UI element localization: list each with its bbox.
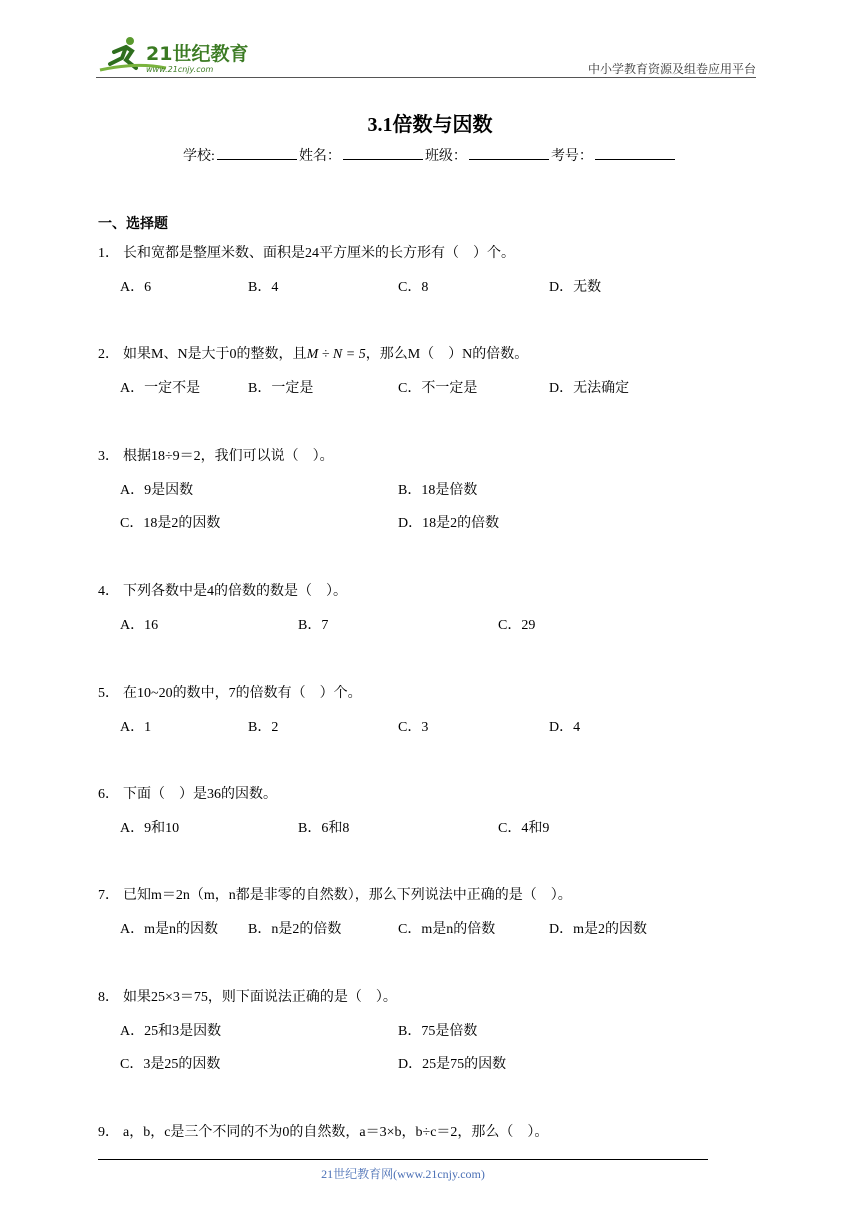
footer-divider bbox=[98, 1159, 708, 1160]
option[interactable]: B．7 bbox=[298, 618, 329, 633]
option[interactable]: D．无法确定 bbox=[549, 381, 630, 396]
option[interactable]: B．一定是 bbox=[248, 381, 314, 396]
class-field[interactable] bbox=[469, 146, 549, 160]
option[interactable]: A．9是因数 bbox=[120, 483, 194, 498]
option[interactable]: D．m是2的因数 bbox=[549, 922, 647, 937]
option[interactable]: B．18是倍数 bbox=[398, 483, 478, 498]
option[interactable]: C．不一定是 bbox=[398, 381, 478, 396]
svg-text:21世纪教育: 21世纪教育 bbox=[146, 43, 249, 65]
question-8: 8． 如果25×3＝75，则下面说法正确的是（ ）。 bbox=[98, 990, 397, 1005]
formula: M ÷ N = 5 bbox=[306, 347, 366, 362]
header-divider bbox=[96, 77, 756, 78]
question-6: 6． 下面（ ）是36的因数。 bbox=[98, 787, 277, 802]
logo bbox=[96, 32, 266, 76]
school-field[interactable] bbox=[217, 146, 297, 160]
question-4: 4． 下列各数中是4的倍数的数是（ ）。 bbox=[98, 584, 347, 599]
option[interactable]: D．无数 bbox=[549, 280, 602, 295]
option[interactable]: A．一定不是 bbox=[120, 381, 201, 396]
page-title: 3.1倍数与因数 bbox=[367, 114, 493, 136]
page-header bbox=[96, 32, 756, 78]
option[interactable]: C．4和9 bbox=[498, 821, 550, 836]
option[interactable]: A．9和10 bbox=[120, 821, 180, 836]
option[interactable]: A．1 bbox=[120, 720, 152, 735]
section-title: 一、选择题 bbox=[98, 216, 168, 232]
option[interactable]: C．29 bbox=[498, 618, 536, 633]
option[interactable]: D．18是2的倍数 bbox=[398, 516, 500, 531]
exam-no-field[interactable] bbox=[595, 146, 675, 160]
option[interactable]: A．25和3是因数 bbox=[120, 1024, 222, 1039]
class-label: 班级： bbox=[424, 149, 467, 164]
option[interactable]: D．25是75的因数 bbox=[398, 1057, 507, 1072]
option[interactable]: B．4 bbox=[248, 280, 279, 295]
option[interactable]: D．4 bbox=[549, 720, 581, 735]
option[interactable]: C．8 bbox=[398, 280, 429, 295]
footer-text[interactable]: 21世纪教育网(www.21cnjy.com) bbox=[321, 1167, 485, 1181]
question-2: 2． 如果M、N是大于0的整数，且M ÷ N = 5，那么M（ ）N的倍数。 bbox=[98, 347, 529, 362]
option[interactable]: C．18是2的因数 bbox=[120, 516, 221, 531]
name-label: 姓名： bbox=[298, 149, 341, 164]
option[interactable]: C．3 bbox=[398, 720, 429, 735]
student-info-line bbox=[0, 145, 860, 165]
exam-no-label: 考号： bbox=[550, 149, 593, 164]
option[interactable]: B．n是2的倍数 bbox=[248, 922, 342, 937]
option[interactable]: B．2 bbox=[248, 720, 279, 735]
option[interactable]: B．6和8 bbox=[298, 821, 350, 836]
question-1: 1． 长和宽都是整厘米数、面积是24平方厘米的长方形有（ ）个。 bbox=[98, 246, 515, 261]
question-7: 7． 已知m＝2n（m，n都是非零的自然数），那么下列说法中正确的是（ ）。 bbox=[98, 888, 572, 903]
platform-name: 中小学教育资源及组卷应用平台 bbox=[587, 62, 756, 76]
question-3: 3． 根据18÷9＝2，我们可以说（ ）。 bbox=[98, 449, 334, 464]
option[interactable]: B．75是倍数 bbox=[398, 1024, 478, 1039]
option[interactable]: A．m是n的因数 bbox=[120, 922, 218, 937]
question-5: 5． 在10~20的数中，7的倍数有（ ）个。 bbox=[98, 686, 362, 701]
option[interactable]: A．6 bbox=[120, 280, 152, 295]
question-9: 9． a，b，c是三个不同的不为0的自然数，a＝3×b，b÷c＝2，那么（ ）。 bbox=[98, 1125, 549, 1140]
option[interactable]: C．3是25的因数 bbox=[120, 1057, 221, 1072]
option[interactable]: A．16 bbox=[120, 618, 159, 633]
option[interactable]: C．m是n的倍数 bbox=[398, 922, 496, 937]
school-label: 学校: bbox=[183, 149, 215, 164]
svg-text:www.21cnjy.com: www.21cnjy.com bbox=[146, 65, 214, 74]
name-field[interactable] bbox=[343, 146, 423, 160]
